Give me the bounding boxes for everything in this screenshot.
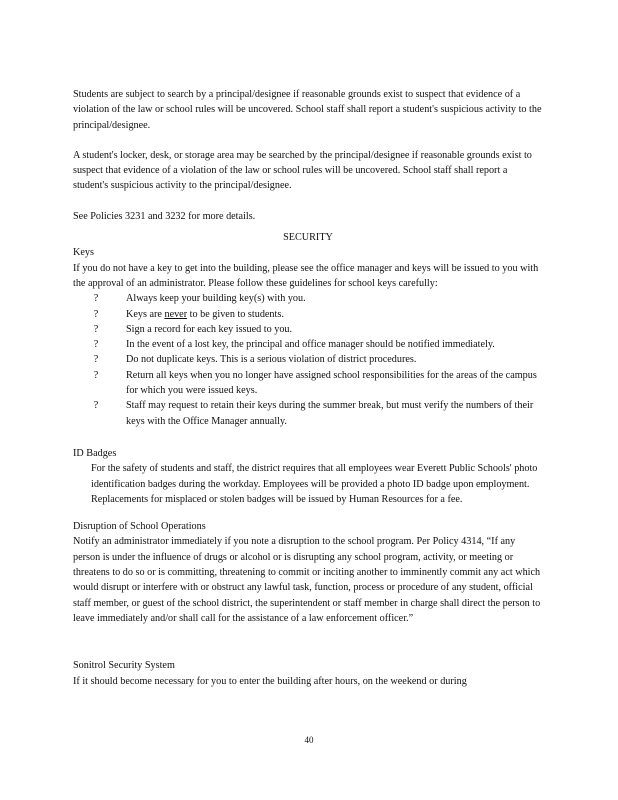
bullet-icon: ?: [93, 293, 99, 305]
bullet-icon: ?: [93, 308, 99, 320]
list-item: [90, 307, 543, 322]
disruption-body: Notify an administrator immediately if you note a disruption to the school program. Per Policy 4314, “If any person is under the influence of drugs or alcohol or is disrupting any school program, activity, or meeting or threatens to do so or is committing, threatening to commit or inciting another to imminently commit any act which would disrupt or interfere with or obstruct any lawful task, function, process or procedure of any student, official staff member, or guest of the school district, the superintendent or staff member in charge shall direct the person to leave immediately and/or shall call for the assistance of a law enforcement officer.”: [73, 536, 541, 624]
key-rules-list: [73, 291, 543, 429]
sonitrol-heading: Sonitrol Security System: [73, 660, 175, 672]
bullet-icon: ?: [93, 339, 99, 351]
list-item: [90, 352, 543, 367]
key-rule-text: Staff may request to retain their keys during the summer break, but must verify the numbers of their keys with the Office Manager annually.: [126, 400, 534, 427]
list-item: [90, 291, 543, 306]
sonitrol-body: If it should become necessary for you to enter the building after hours, on the weekend or during: [73, 675, 467, 687]
keys-heading: Keys: [73, 247, 94, 259]
page-number: 40: [304, 735, 314, 745]
id-badges-body: For the safety of students and staff, the district requires that all employees wear Everett Public Schools' photo identification badges during the workday. Employees will be provided a photo ID badge upon employment. Replacements for misplaced or stolen badges will be issued by Human Resources for a fee.: [91, 463, 538, 505]
keys-intro: If you do not have a key to get into the building, please see the office manager and keys will be issued to you with the approval of an administrator. Please follow these guidelines for school keys carefully:: [73, 262, 539, 289]
list-item: [90, 398, 543, 429]
id-badges-heading: ID Badges: [73, 447, 117, 459]
key-rule-text-start: Keys are: [126, 308, 165, 320]
disruption-heading: Disruption of School Operations: [73, 521, 206, 533]
key-rule-text: Always keep your building key(s) with you.: [126, 293, 306, 305]
bullet-icon: ?: [93, 369, 99, 381]
list-item: [90, 322, 543, 337]
section-title-security: SECURITY: [283, 232, 333, 244]
bullet-icon: ?: [93, 354, 99, 366]
list-item: [90, 368, 543, 399]
key-rule-text-end: to be given to students.: [187, 308, 284, 320]
page-content: [73, 87, 543, 689]
key-rule-text: Do not duplicate keys. This is a serious violation of district procedures.: [126, 354, 417, 366]
key-rule-emphasis: never: [164, 308, 188, 320]
search-policy-paragraph: Students are subject to search by a principal/designee if reasonable grounds exist to suspect that evidence of a violation of the law or school rules will be uncovered. School staff shall report a student's suspicious activity to the principal/designee.: [73, 89, 542, 131]
locker-search-paragraph: A student's locker, desk, or storage area may be searched by the principal/designee if reasonable grounds exist to suspect that evidence of a violation of the law or school rules will be uncovered. School staff shall report a student's suspicious activity to the principal/designee.: [73, 149, 532, 192]
list-item: [90, 337, 543, 352]
key-rule-text: In the event of a lost key, the principal and office manager should be notified immediately.: [126, 339, 495, 351]
key-rule-text: Return all keys when you no longer have assigned school responsibilities for the areas of the campus for which you were issued keys.: [126, 369, 537, 397]
key-rule-text: Sign a record for each key issued to you.: [126, 323, 293, 335]
bullet-icon: ?: [93, 323, 99, 335]
policies-reference: See Policies 3231 and 3232 for more details.: [73, 210, 256, 222]
bullet-icon: ?: [93, 400, 99, 412]
